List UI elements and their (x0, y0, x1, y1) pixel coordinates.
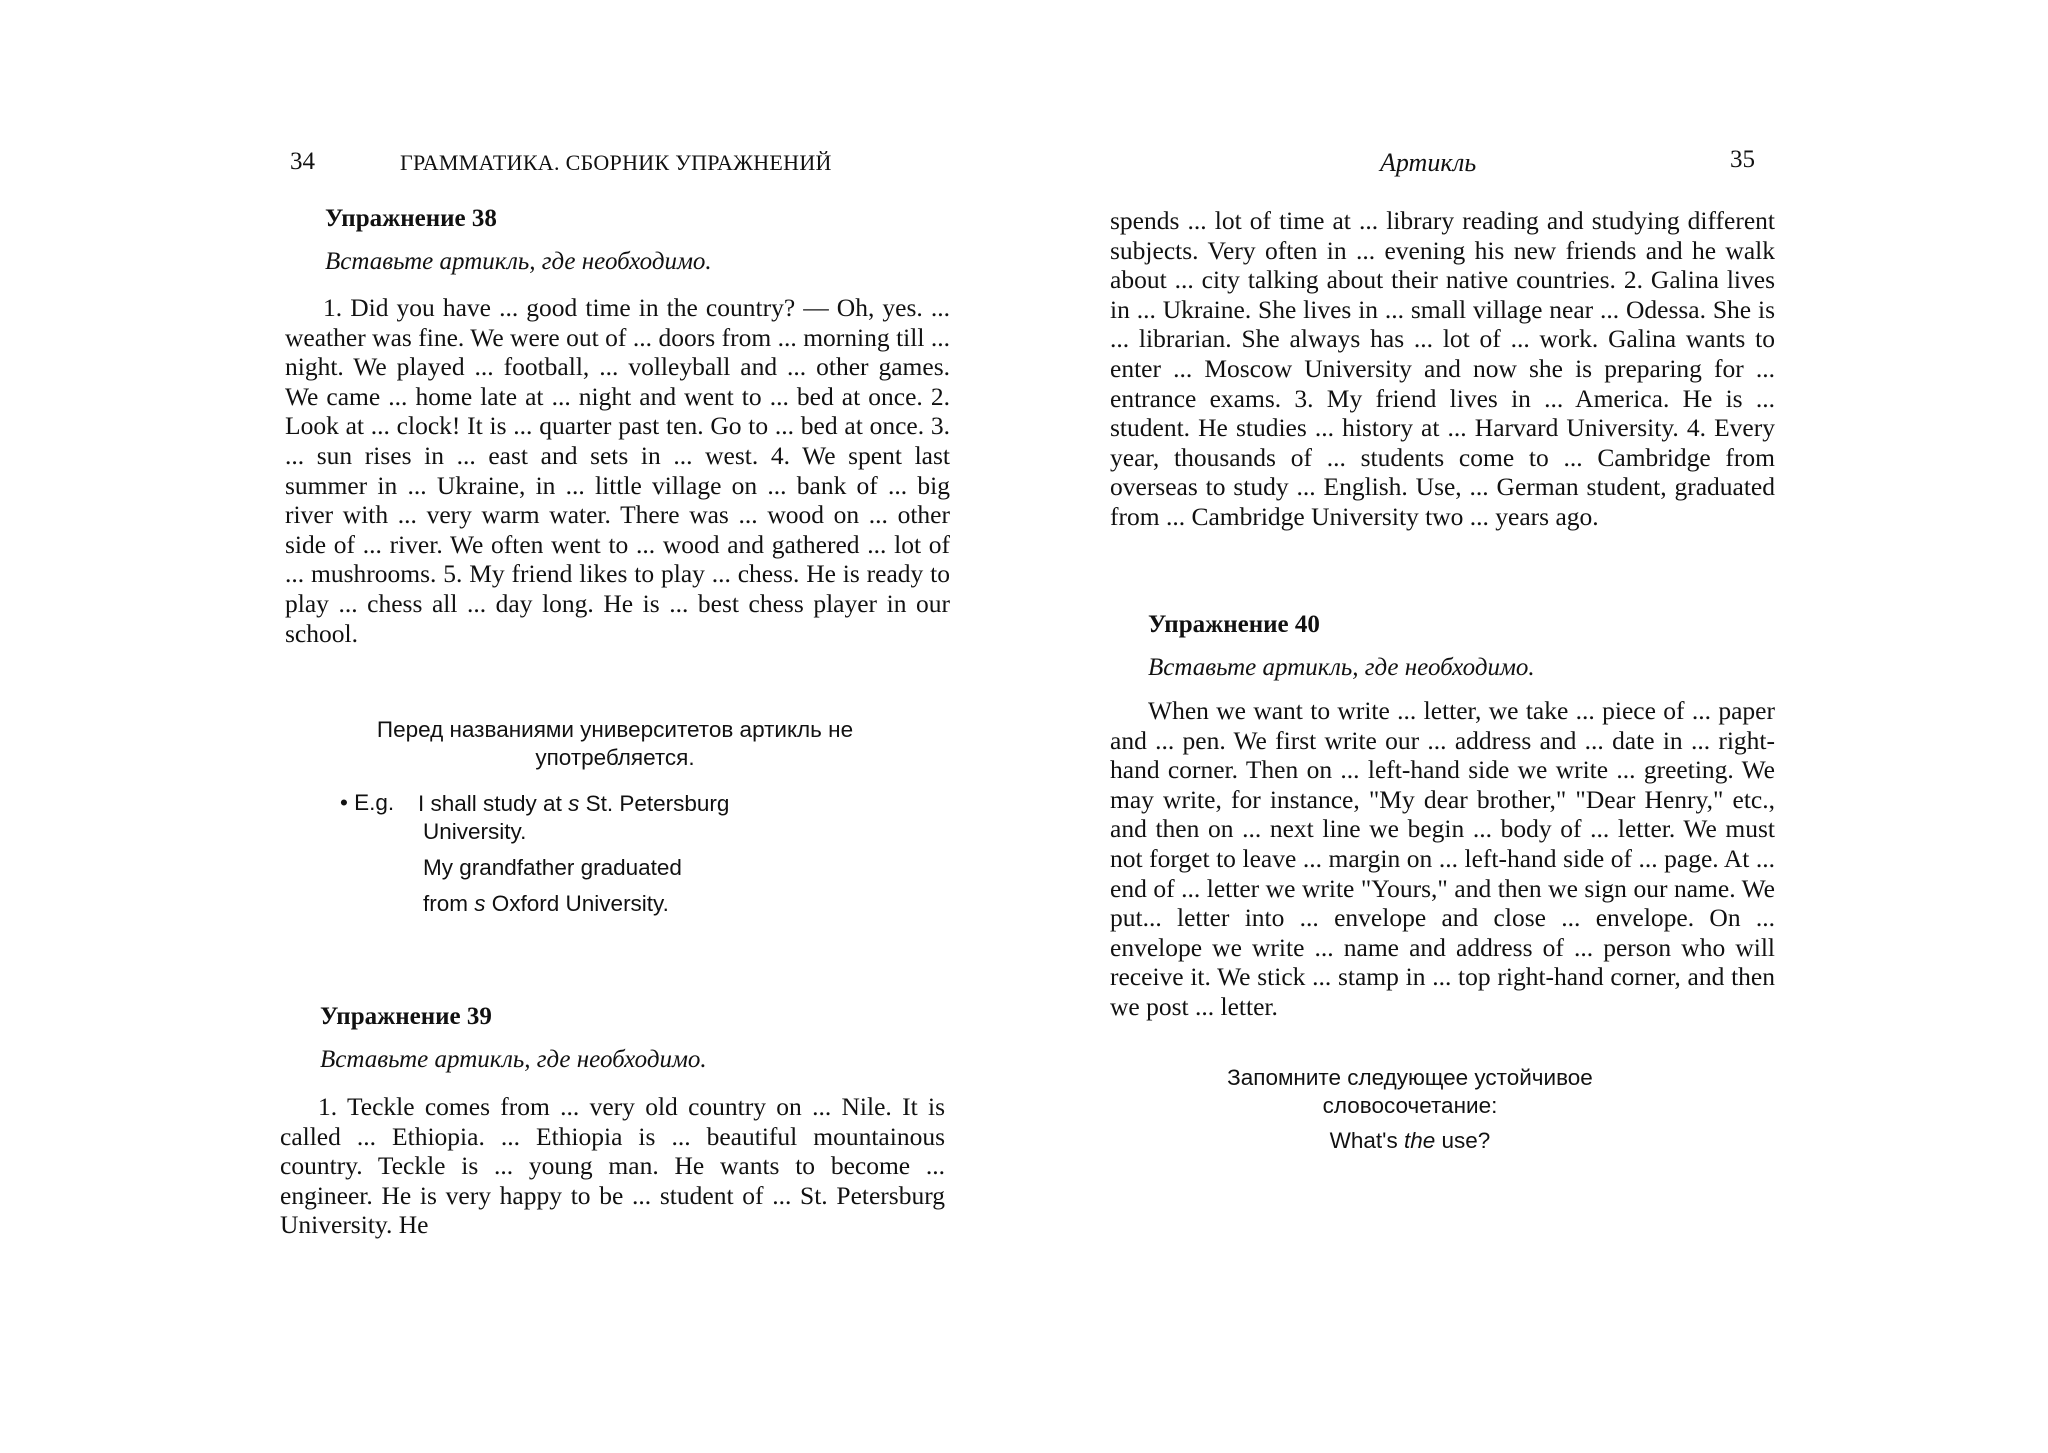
example-block (418, 790, 729, 918)
example-1-line-2: University. (423, 819, 527, 844)
exercise-38-instruction: Вставьте артикль, где необходимо. (325, 248, 712, 275)
example-1-line-1: I shall study at s St. Petersburg (418, 791, 730, 816)
exercise-39-title: Упражнение 39 (320, 1003, 492, 1030)
memo-phrase: What's the use? (1329, 1128, 1491, 1153)
exercise-39-text: 1. Teckle comes from ... very old country on ... Nile. It is called ... Ethiopia. ... Ethiopia is ... beautiful mountainous country. Teckle is ... young man. He wants to become ... engineer. He is very happy to be ... student of ... St. Petersburg University. He (280, 1092, 945, 1240)
exercise-40-instruction: Вставьте артикль, где необходимо. (1148, 654, 1535, 681)
example-2-line-2: from s Oxford University. (423, 891, 669, 916)
memo-text: Запомните следующее устойчивое словосочетание: (1227, 1065, 1593, 1118)
exercise-38-title: Упражнение 38 (325, 205, 497, 232)
example-2-line-1: My grandfather graduated (423, 855, 682, 880)
exercise-40-text: When we want to write ... letter, we take ... piece of ... paper and ... pen. We first write our ... address and ... date in ... right-hand corner. Then on ... left-hand side we write ... greeting. We may write, for instance, "My dear brother," "Dear Henry," etc., and then on ... next line we begin ... body of ... letter. We must not forget to leave ... margin on ... left-hand side of ... page. At ... end of ... letter we write "Yours," and then we sign our name. We put... letter into ... envelope and close ... envelope. On ... envelope we write ... name and address of ... person who will receive it. We stick ... stamp in ... top right-hand corner, and then we post ... letter. (1110, 696, 1775, 1021)
example-label: • E.g. (340, 790, 395, 815)
exercise-39-instruction: Вставьте артикль, где необходимо. (320, 1046, 707, 1073)
running-title-right: Артикль (1380, 148, 1477, 177)
exercise-38-text: 1. Did you have ... good time in the country? — Oh, yes. ... weather was fine. We were out of ... doors from ... morning till ... night. We played ... football, ... volleyball and ... other games. We came ... home late at ... night and went to ... bed at once. 2. Look at ... clock! It is ... quarter past ten. Go to ... bed at once. 3. ... sun rises in ... east and sets in ... west. 4. We spent last summer in ... Ukraine, in ... little village on ... bank of ... big river with ... very warm water. There was ... wood on ... other side of ... river. We often went to ... wood and gathered ... lot of ... mushrooms. 5. My friend likes to play ... chess. He is ready to play ... chess all ... day long. He is ... best chess player in our school. (285, 293, 950, 648)
page-number-right: 35 (1730, 146, 1755, 173)
page-number-left: 34 (290, 148, 315, 175)
running-title-left: ГРАММАТИКА. СБОРНИК УПРАЖНЕНИЙ (400, 150, 832, 175)
exercise-39-continued: spends ... lot of time at ... library reading and studying different subjects. Very often in ... evening his new friends and he walk about ... city talking about their native countries. 2. Galina lives in ... Ukraine. She lives in ... small village near ... Odessa. She is ... librarian. She always has ... lot of ... work. Galina wants to enter ... Moscow University and now she is preparing for ... entrance exams. 3. My friend lives in ... America. He is ... student. He studies ... history at ... Harvard University. 4. Every year, thousands of ... students come to ... Cambridge from overseas to study ... English. Use, ... German student, graduated from ... Cambridge University two ... years ago. (1110, 206, 1775, 531)
rule-text: Перед названиями университетов артикль не употребляется. (376, 717, 854, 770)
exercise-40-title: Упражнение 40 (1148, 611, 1320, 638)
